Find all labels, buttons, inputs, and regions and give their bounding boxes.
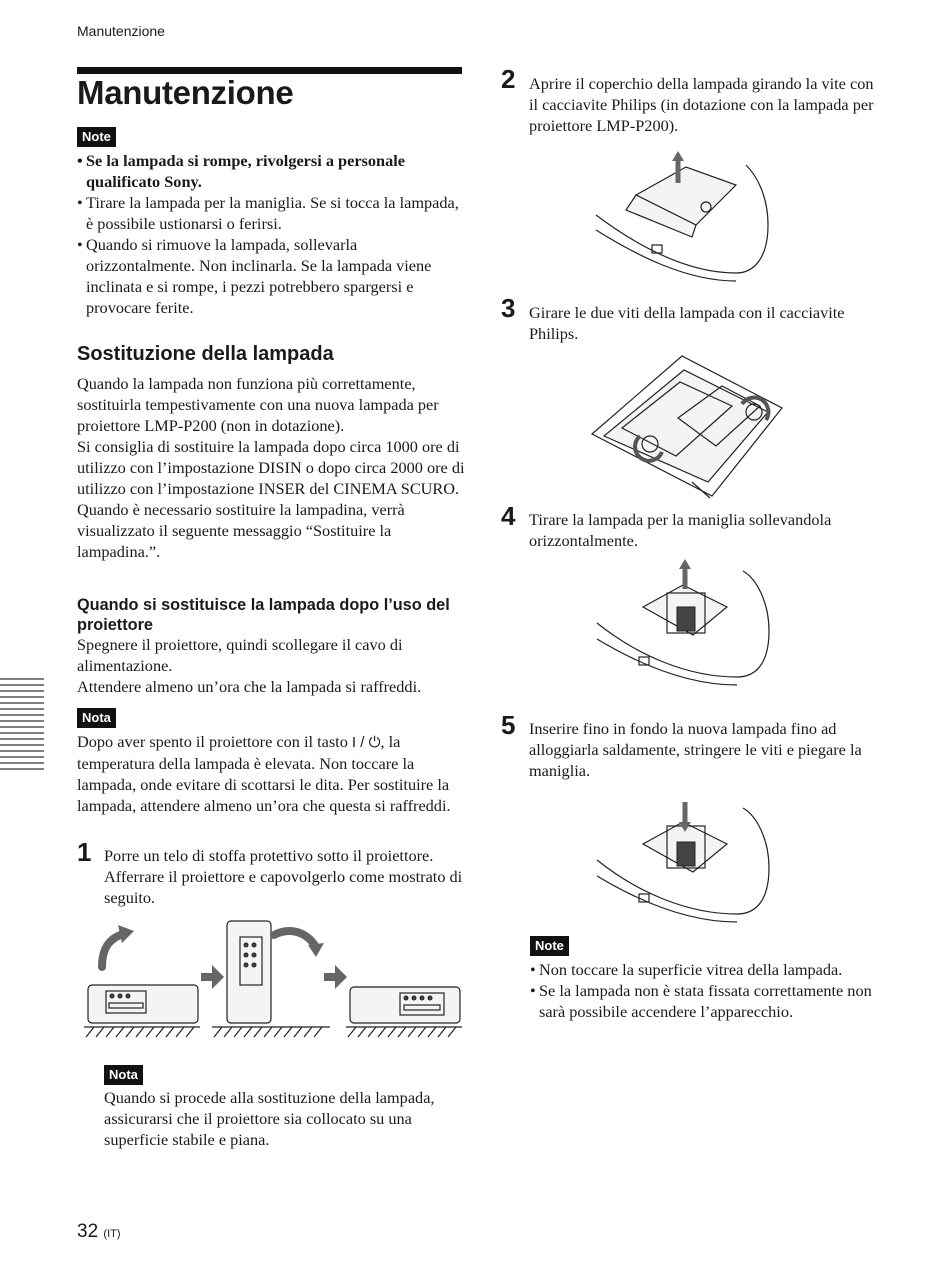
step-text: Girare le due viti della lampada con il cacciavite Philips. bbox=[529, 303, 845, 343]
note-tag bbox=[77, 127, 116, 147]
page-title: Manutenzione bbox=[77, 74, 294, 111]
step-number: 3 bbox=[501, 293, 516, 323]
note-list bbox=[530, 959, 875, 1022]
note-item: • Quando si rimuove la lampada, sollevarla orizzontalmente. Non inclinarla. Se la lampada viene inclinata e si rompe, i pezzi potrebbero spargersi e provocare ferite. bbox=[77, 234, 465, 318]
lamp-pull-illustration bbox=[597, 563, 769, 681]
page-number-value: 32 bbox=[77, 1221, 99, 1242]
note-tag-label: Note bbox=[530, 936, 569, 956]
step-number: 1 bbox=[77, 837, 92, 867]
page-number bbox=[77, 1221, 121, 1243]
note-item: • Tirare la lampada per la maniglia. Se si tocca la lampada, è possibile ustionarsi o ferirsi. bbox=[77, 192, 465, 234]
paragraph: Quando è necessario sostituire la lampadina, verrà visualizzato il seguente messaggio “Sostituire la lampadina.”. bbox=[77, 500, 405, 561]
note-item: • Se la lampada si rompe, rivolgersi a personale qualificato Sony. bbox=[77, 150, 465, 192]
nota-text-after: , la temperatura della lampada è elevata. Non toccare la lampada, onde evitare di scottarsi le dita. Per sostituire la lampada, attendere almeno un’ora che questa si raffreddi. bbox=[77, 732, 451, 815]
lamp-cover-illustration bbox=[596, 155, 768, 275]
paragraph: Si consiglia di sostituire la lampada dopo circa 1000 ore di utilizzo con l’impostazione DISIN o dopo circa 2000 ore di utilizzo con l’impostazione INSER del CINEMA SCURO. bbox=[77, 437, 465, 498]
section-heading: Sostituzione della lampada bbox=[77, 343, 334, 365]
step-number: 4 bbox=[501, 501, 516, 531]
step-text: Porre un telo di stoffa protettivo sotto il proiettore. Afferrare il proiettore e capovolgerlo come mostrato di seguito. bbox=[104, 846, 463, 907]
paragraph: Quando la lampada non funziona più correttamente, sostituirla tempestivamente con una nuova lampada per proiettore LMP-P200 (non in dotazione). bbox=[77, 374, 439, 435]
lamp-insert-illustration bbox=[597, 800, 769, 918]
step-text: Aprire il coperchio della lampada girando la vite con il cacciavite Philips (in dotazione con la lampada per proiettore LMP-P200). bbox=[529, 74, 874, 135]
section-header-label: Manutenzione bbox=[77, 23, 165, 39]
thumb-index-tab bbox=[0, 676, 44, 777]
paragraph: Attendere almeno un’ora che la lampada si raffreddi. bbox=[77, 677, 422, 696]
thumb-index-lines bbox=[0, 676, 44, 772]
language-code: (IT) bbox=[103, 1228, 121, 1240]
step-number: 2 bbox=[501, 64, 516, 94]
subsection-heading: Quando si sostituisce la lampada dopo l’uso del proiettore bbox=[77, 596, 450, 634]
step-text: Inserire fino in fondo la nuova lampada fino ad alloggiarla saldamente, stringere le viti e piegare la maniglia. bbox=[529, 719, 862, 780]
nota-text bbox=[77, 731, 469, 816]
step-text: Tirare la lampada per la maniglia sollevandola orizzontalmente. bbox=[529, 510, 832, 550]
step-number: 5 bbox=[501, 710, 516, 740]
subsection-body bbox=[77, 634, 467, 697]
note-tag-label: Note bbox=[77, 127, 116, 147]
nota-tag bbox=[104, 1065, 143, 1085]
note-item: • Non toccare la superficie vitrea della lampada. bbox=[530, 959, 875, 980]
section-body bbox=[77, 373, 467, 562]
nota-tag-label: Nota bbox=[104, 1065, 143, 1085]
flip-sequence-illustration bbox=[84, 915, 464, 1040]
note-list bbox=[77, 150, 465, 318]
nota-text: Quando si procede alla sostituzione della lampada, assicurarsi che il proiettore sia collocato su una superficie stabile e piana. bbox=[104, 1088, 435, 1149]
note-tag bbox=[530, 936, 569, 956]
paragraph: Spegnere il proiettore, quindi scollegare il cavo di alimentazione. bbox=[77, 635, 403, 675]
note-item: • Se la lampada non è stata fissata correttamente non sarà possibile accendere l’apparecchio. bbox=[530, 980, 875, 1022]
nota-tag-label: Nota bbox=[77, 708, 116, 728]
nota-tag bbox=[77, 708, 116, 728]
lamp-screws-illustration bbox=[592, 356, 782, 501]
nota-text-before: Dopo aver spento il proiettore con il tasto bbox=[77, 732, 352, 751]
power-key-symbol: I / ⏻ bbox=[351, 734, 381, 751]
title-rule bbox=[77, 67, 462, 74]
